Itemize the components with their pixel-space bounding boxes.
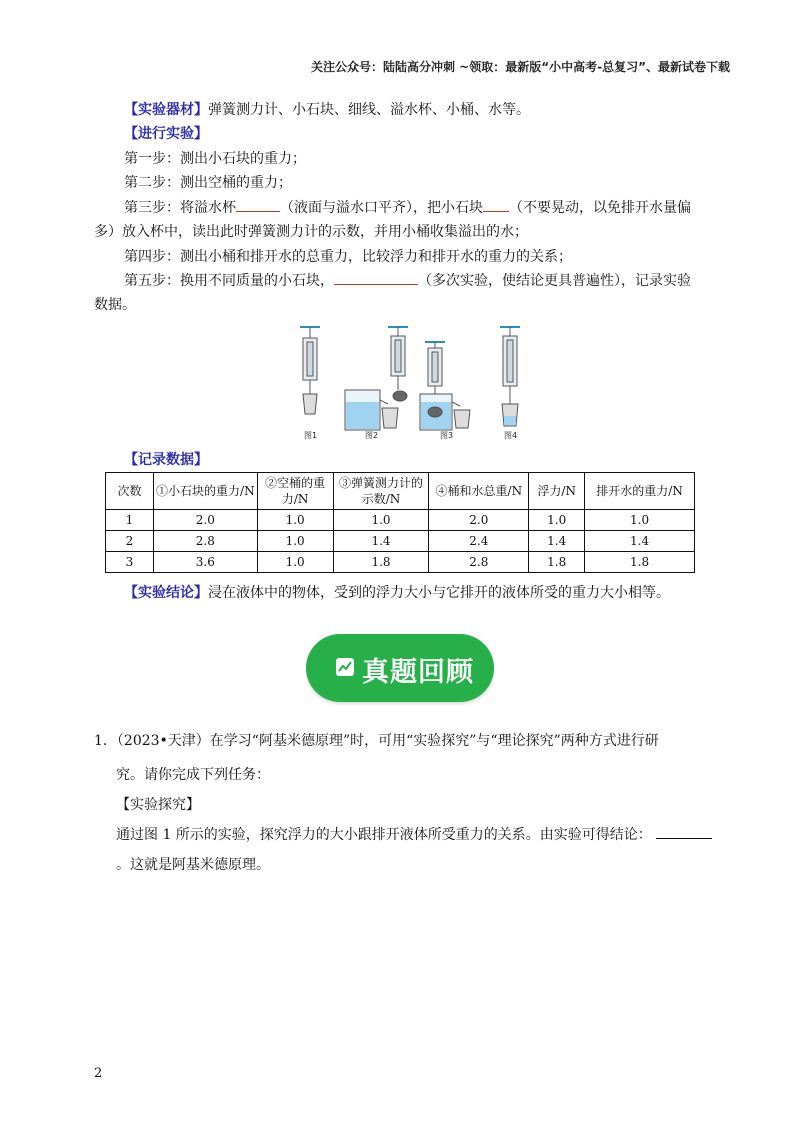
record-label: 【记录数据】 [124, 452, 208, 468]
table-cell: 2 [106, 531, 154, 552]
figure-3-caption: 图3 [440, 431, 454, 440]
step-3-line [124, 197, 691, 219]
equipment-text: 弹簧测力计、小石块、细线、溢水杯、小桶、水等。 [208, 102, 530, 118]
table-cell: 1.0 [529, 510, 585, 531]
procedure-label: 【进行实验】 [124, 126, 208, 142]
table-header-cell: ③弹簧测力计的示数/N [333, 473, 429, 510]
figure-4-illustration [500, 327, 520, 426]
equipment-line [124, 99, 530, 121]
step-5-cont: 数据。 [94, 297, 136, 313]
equipment-label: 【实验器材】 [124, 102, 208, 118]
conclusion-line [124, 582, 670, 604]
step-3-b: （液面与溢水口平齐），把小石块 [280, 200, 483, 216]
conclusion-label: 【实验结论】 [124, 585, 208, 601]
step-1: 第一步：测出小石块的重力； [124, 151, 306, 167]
table-cell: 1.4 [529, 531, 585, 552]
step-3-cont: 多）放入杯中，读出此时弹簧测力计的示数，并用小桶收集溢出的水； [94, 224, 528, 240]
question-line-3-text: 通过图 1 所示的实验，探究浮力的大小跟排开液体所受重力的关系。由实验可得结论： [116, 827, 652, 843]
section-badge [306, 634, 494, 702]
table-header-cell: ④桶和水总重/N [429, 473, 529, 510]
question-line-2: 究。请你完成下列任务： [116, 767, 270, 783]
table-header-cell: ②空桶的重力/N [257, 473, 333, 510]
table-cell: 1.4 [333, 531, 429, 552]
step-4: 第四步：测出小桶和排开水的总重力，比较浮力和排开水的重力的关系； [124, 249, 572, 265]
figure-1-caption: 图1 [304, 431, 318, 440]
blank-step3-2[interactable] [483, 197, 509, 212]
table-header-cell: 次数 [106, 473, 154, 510]
table-cell: 2.0 [429, 510, 529, 531]
table-header-cell: 浮力/N [529, 473, 585, 510]
table-header-cell: 排开水的重力/N [585, 473, 695, 510]
table-cell: 2.4 [429, 531, 529, 552]
figure-1-illustration [300, 327, 320, 414]
table-cell: 1.0 [257, 531, 333, 552]
figure-2-illustration [345, 327, 408, 430]
table-row [106, 510, 695, 531]
chart-icon [336, 658, 354, 676]
table-cell: 1.0 [257, 552, 333, 573]
answer-blank[interactable] [656, 824, 712, 839]
figure-3-illustration [420, 342, 470, 430]
table-row [106, 552, 695, 573]
table-cell: 1.4 [585, 531, 695, 552]
step-3-c: （不要晃动，以免排开水量偏 [509, 200, 691, 216]
table-cell: 1.0 [257, 510, 333, 531]
question-line-4: 。这就是阿基米德原理。 [116, 857, 270, 873]
page-number: 2 [94, 1066, 103, 1081]
table-cell: 1.0 [333, 510, 429, 531]
question-section-label: 【实验探究】 [116, 797, 200, 813]
step-5-line [124, 270, 691, 292]
figure-2-caption: 图2 [365, 431, 379, 440]
table-cell: 3 [106, 552, 154, 573]
table-cell: 1.8 [585, 552, 695, 573]
table-header-row [106, 473, 695, 510]
conclusion-text: 浸在液体中的物体，受到的浮力大小与它排开的液体所受的重力大小相等。 [208, 585, 670, 601]
table-cell: 2.0 [153, 510, 257, 531]
table-cell: 1 [106, 510, 154, 531]
table-cell: 2.8 [429, 552, 529, 573]
step-3-a: 第三步：将溢水杯 [124, 200, 236, 216]
table-cell: 1.0 [585, 510, 695, 531]
blank-step5[interactable] [334, 270, 418, 285]
table-cell: 2.8 [153, 531, 257, 552]
step-5-b: （多次实验，使结论更具普遍性），记录实验 [418, 273, 691, 289]
badge-title: 真题回顾 [362, 657, 474, 688]
step-2: 第二步：测出空桶的重力； [124, 175, 292, 191]
question-line-1: 1．（2023•天津）在学习“阿基米德原理”时，可用“实验探究”与“理论探究”两种方式进行研 [94, 733, 659, 749]
data-table [105, 472, 695, 573]
page-header: 关注公众号：陆陆高分冲刺 ~领取：最新版“小中高考-总复习”、最新试卷下载 [311, 60, 730, 74]
question-line-3 [116, 824, 712, 846]
table-cell: 3.6 [153, 552, 257, 573]
experiment-figures [290, 322, 530, 444]
table-row [106, 531, 695, 552]
blank-step3-1[interactable] [236, 197, 280, 212]
table-cell: 1.8 [333, 552, 429, 573]
figure-4-caption: 图4 [504, 431, 518, 440]
table-header-cell: ①小石块的重力/N [153, 473, 257, 510]
table-cell: 1.8 [529, 552, 585, 573]
step-5-a: 第五步：换用不同质量的小石块， [124, 273, 334, 289]
